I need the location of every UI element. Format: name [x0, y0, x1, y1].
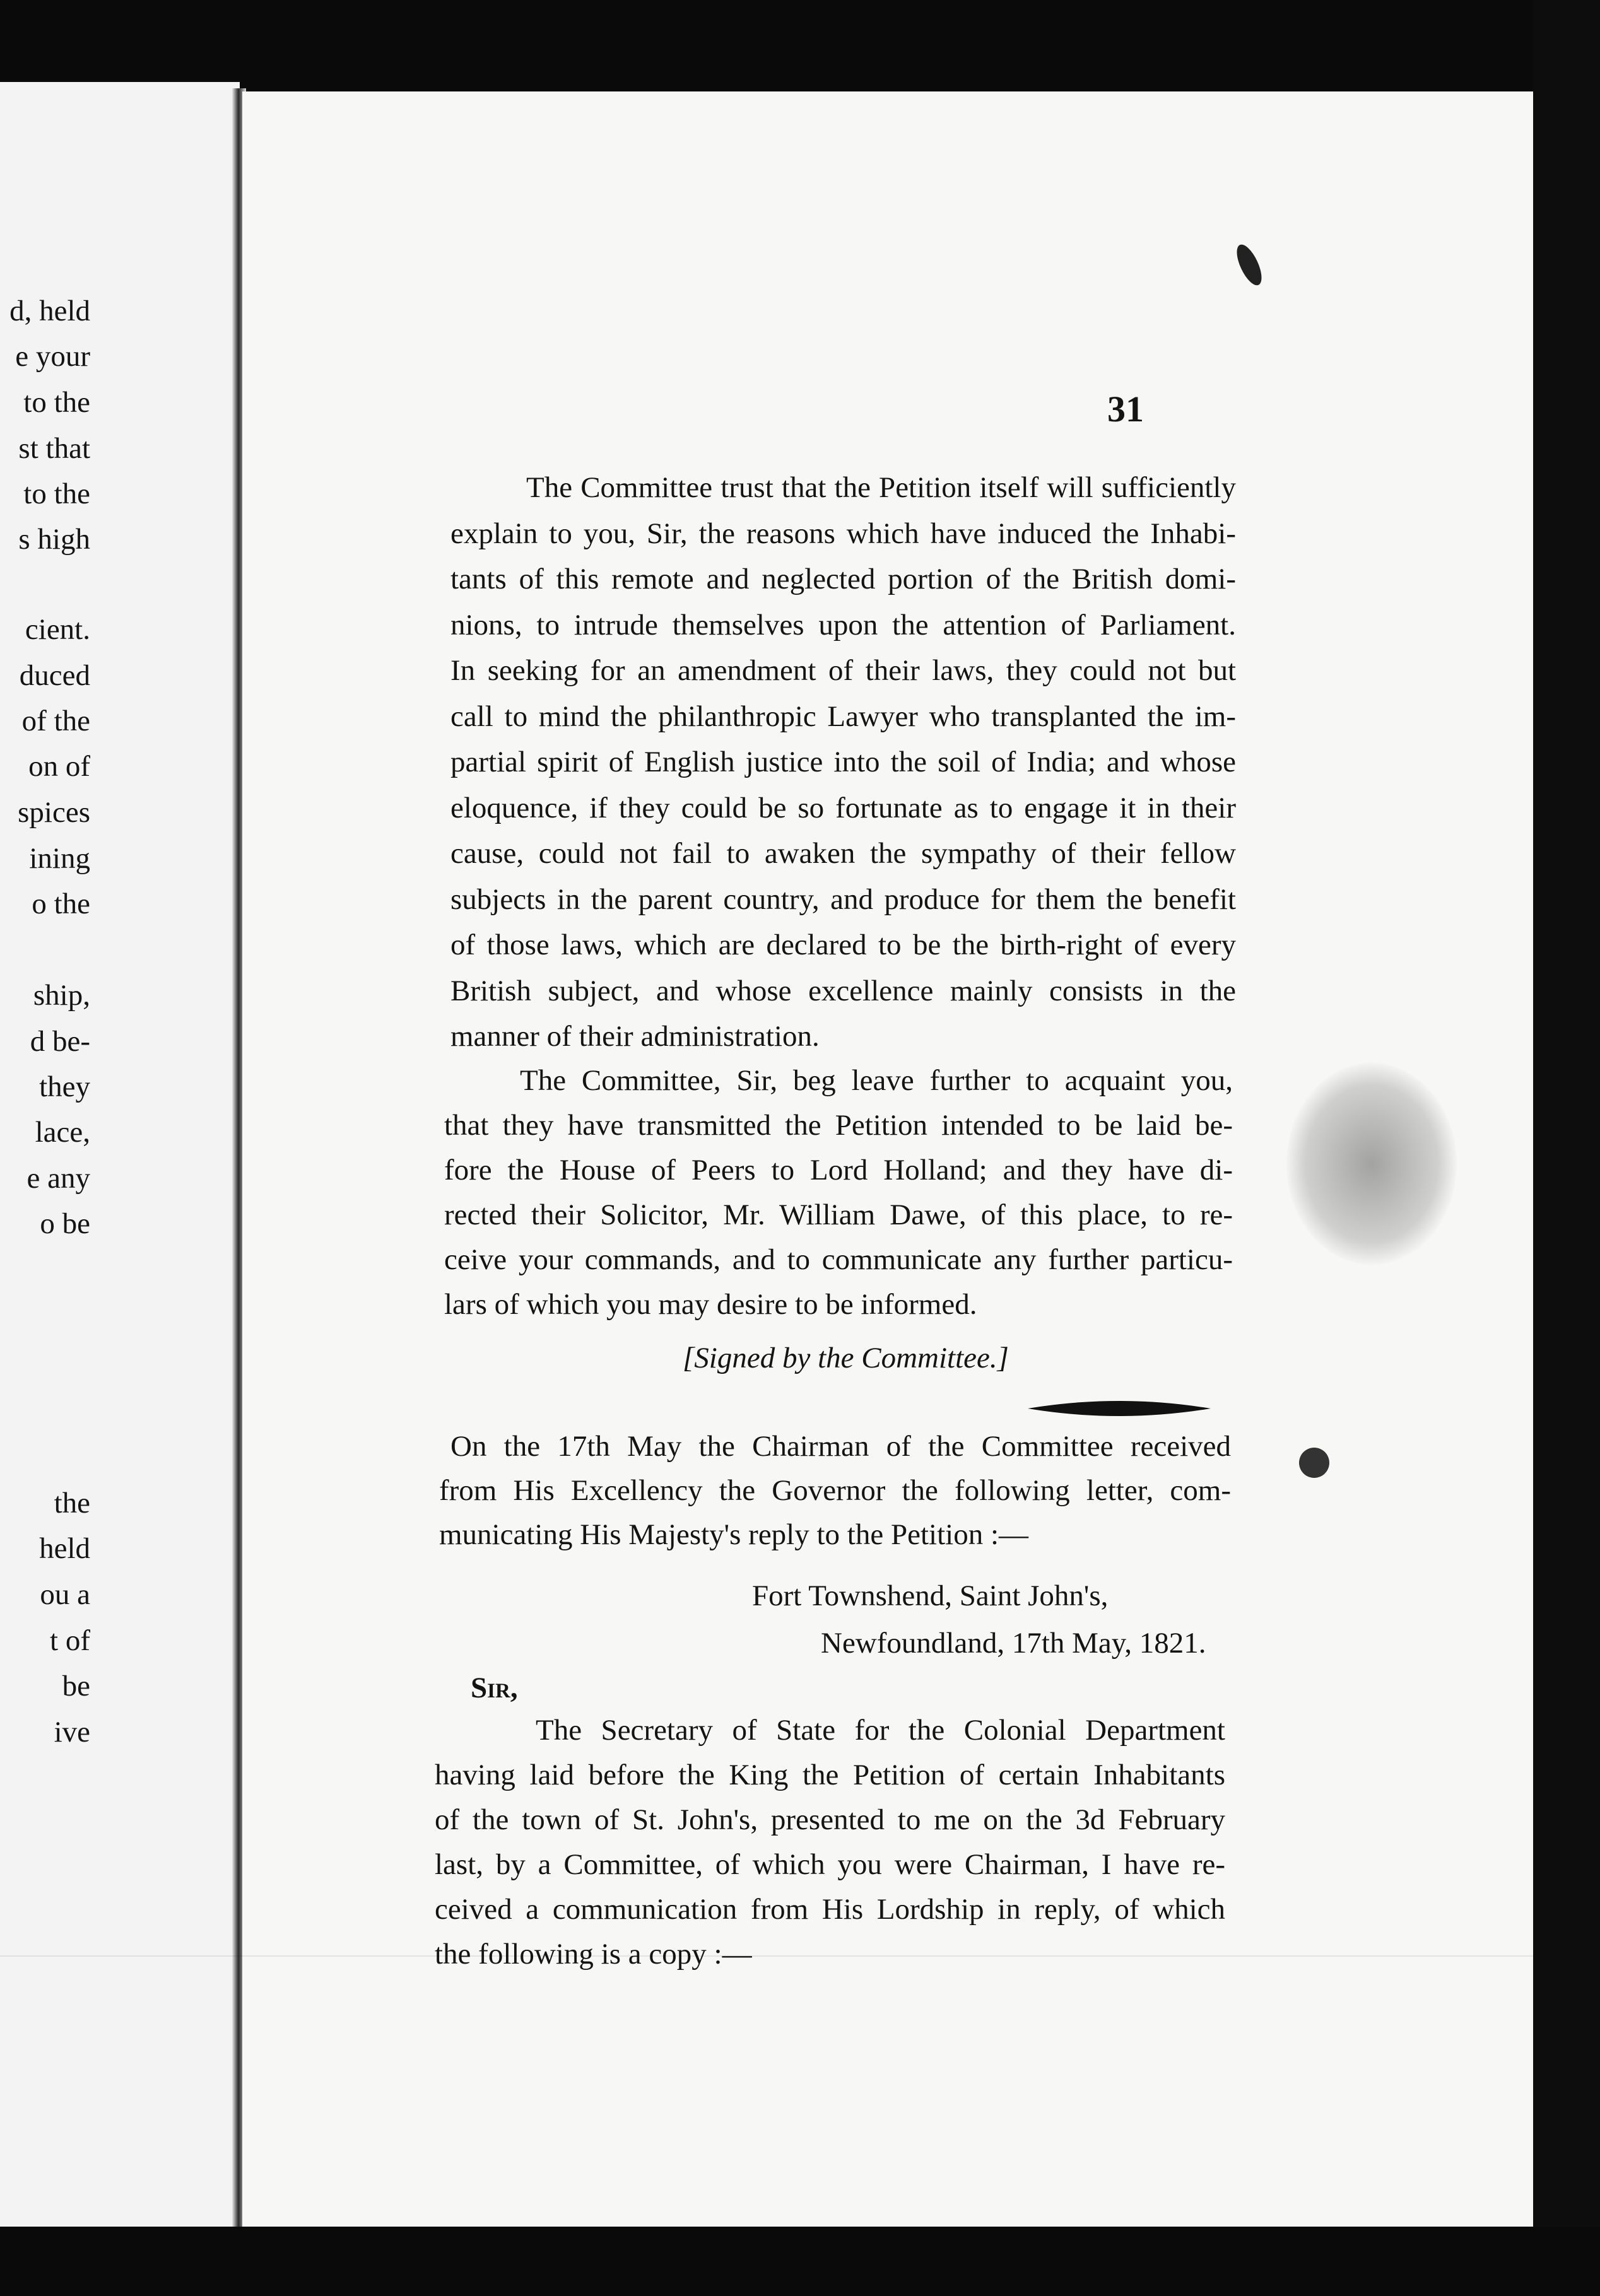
scan-border-top	[0, 0, 1600, 95]
text-line: fore the House of Peers to Lord Holland; and they have di-	[444, 1154, 1233, 1186]
left-page-line: t of	[50, 1624, 90, 1657]
text-line: that they have transmitted the Petition intended to be laid be-	[444, 1109, 1233, 1142]
text-line: nions, to intrude themselves upon the attention of Parliament.	[450, 608, 1236, 641]
scan-border-right	[1533, 0, 1600, 2296]
text-line: ceive your commands, and to communicate any further particu-	[444, 1243, 1233, 1276]
text-line: partial spirit of English justice into the soil of India; and whose	[450, 746, 1236, 778]
left-page-line: o the	[32, 887, 90, 920]
text-line: In seeking for an amendment of their laws, they could not but	[450, 654, 1236, 687]
text-line: explain to you, Sir, the reasons which have induced the Inhabi-	[450, 517, 1236, 550]
text-line: ceived a communication from His Lordship in reply, of which	[435, 1893, 1225, 1926]
text-line: having laid before the King the Petition of certain Inhabitants	[435, 1759, 1225, 1791]
left-page-line: on of	[28, 750, 90, 783]
text-line: last, by a Committee, of which you were Chairman, I have re-	[435, 1848, 1225, 1881]
left-page-line: of the	[21, 705, 90, 737]
left-page-line: o be	[40, 1207, 90, 1240]
left-page-line: d be-	[30, 1025, 90, 1058]
text-line: rected their Solicitor, Mr. William Dawe, of this place, to re-	[444, 1198, 1233, 1231]
signature-line: [Signed by the Committee.]	[683, 1342, 1009, 1374]
page-number: 31	[1107, 389, 1144, 430]
text-line: of the town of St. John's, presented to me on the 3d February	[435, 1803, 1225, 1836]
left-page-line: spices	[18, 796, 90, 829]
letter-address-line-1: Fort Townshend, Saint John's,	[752, 1579, 1109, 1612]
left-page-line: be	[62, 1670, 90, 1702]
left-page-line: ive	[54, 1716, 90, 1748]
text-line: tants of this remote and neglected portion of the British domi-	[450, 563, 1236, 595]
text-line: municating His Majesty's reply to the Petition :—	[439, 1518, 1029, 1551]
left-page-line: d, held	[9, 295, 90, 327]
left-page-line: ou a	[40, 1578, 90, 1611]
left-page-line: ship,	[33, 979, 90, 1012]
left-page-line: e any	[26, 1162, 90, 1195]
left-page-line: to the	[23, 386, 90, 419]
left-page-line: st that	[18, 432, 90, 465]
text-line: eloquence, if they could be so fortunate as to engage it in their	[450, 791, 1236, 824]
text-line: British subject, and whose excellence mainly consists in the	[450, 974, 1236, 1007]
text-line: from His Excellency the Governor the following letter, com-	[439, 1474, 1231, 1507]
scan-border-bottom	[0, 2227, 1600, 2296]
text-line: manner of their administration.	[450, 1020, 820, 1053]
left-page-line: ining	[29, 842, 90, 875]
ink-blot	[1232, 241, 1267, 288]
text-line: call to mind the philanthropic Lawyer who transplanted the im-	[450, 700, 1236, 733]
text-line: subjects in the parent country, and produce for them the benefit	[450, 882, 1236, 916]
document-page	[242, 91, 1533, 2230]
left-page-line: the	[54, 1487, 90, 1520]
left-page-line: held	[39, 1532, 90, 1565]
letter-address-line-2: Newfoundland, 17th May, 1821.	[821, 1627, 1206, 1660]
text-line: lars of which you may desire to be informed.	[444, 1288, 977, 1321]
left-page-fragment	[0, 82, 240, 2230]
left-page-line: e your	[15, 340, 90, 373]
ornament-rule	[1028, 1396, 1211, 1421]
text-line: The Secretary of State for the Colonial Department	[536, 1714, 1225, 1747]
left-page-line: cient.	[25, 613, 90, 646]
left-page-line: s high	[18, 523, 90, 556]
text-line: cause, could not fail to awaken the sympathy of their fellow	[450, 837, 1236, 870]
text-line: The Committee, Sir, beg leave further to acquaint you,	[520, 1064, 1233, 1097]
letter-salutation: Sir,	[471, 1672, 518, 1704]
left-page-line: duced	[19, 659, 90, 692]
left-page-line: they	[39, 1070, 90, 1103]
ink-stain	[1286, 1063, 1457, 1265]
crease-line	[0, 1955, 1600, 1957]
left-page-line: to the	[23, 477, 90, 510]
text-line: the following is a copy :—	[435, 1938, 752, 1971]
text-line: On the 17th May the Chairman of the Committee received	[450, 1430, 1231, 1463]
text-line: The Committee trust that the Petition itself will sufficiently	[526, 471, 1236, 504]
ink-blot	[1299, 1448, 1329, 1478]
text-line: of those laws, which are declared to be the birth-right of every	[450, 928, 1236, 961]
left-page-line: lace,	[35, 1116, 90, 1149]
